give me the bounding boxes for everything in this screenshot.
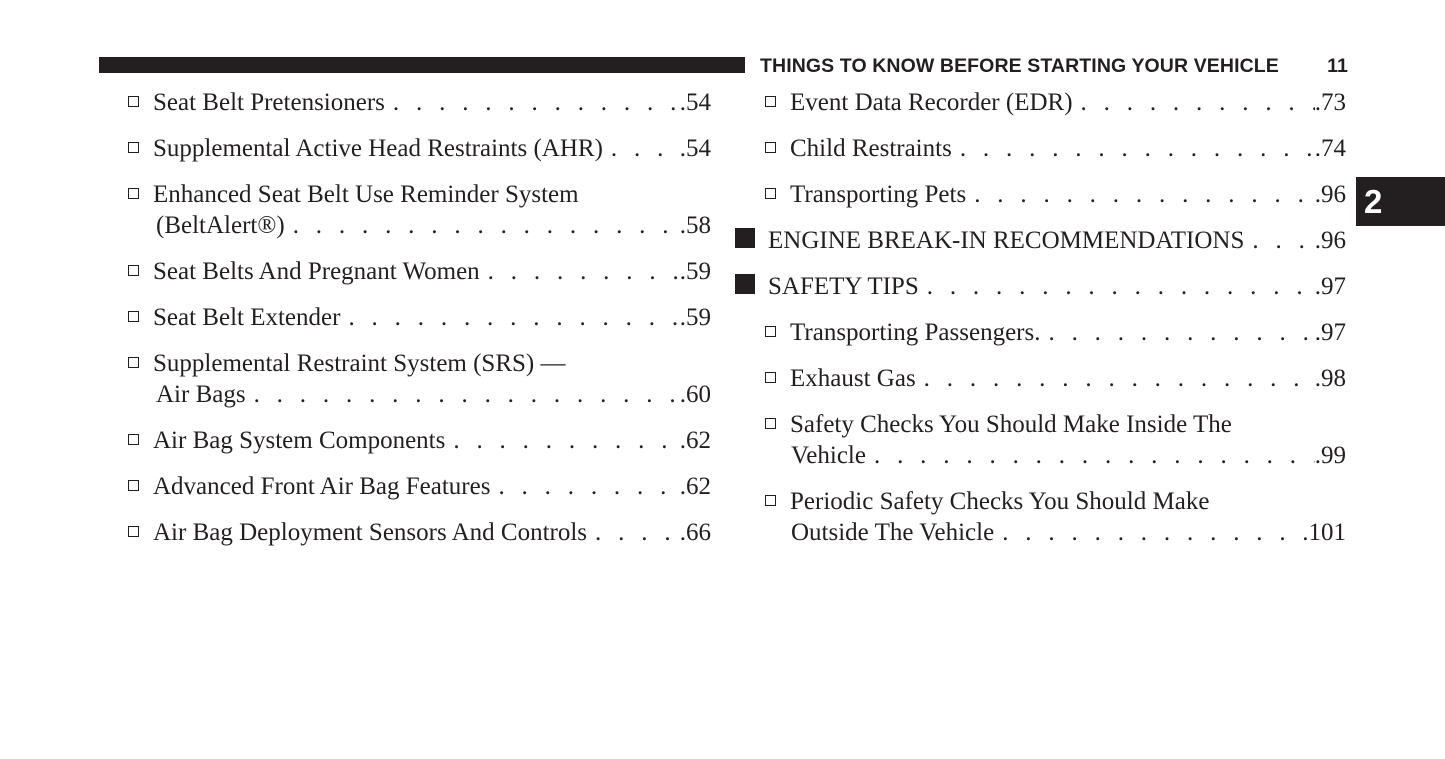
toc-entry[interactable] bbox=[128, 425, 711, 456]
toc-section-entry[interactable] bbox=[735, 225, 1346, 256]
dot-leader bbox=[603, 133, 680, 164]
toc-page-number: .101 bbox=[1302, 519, 1346, 546]
toc-entry-title: Child Restraints bbox=[790, 135, 952, 162]
open-square-bullet-icon bbox=[765, 188, 776, 199]
toc-entry-line bbox=[765, 133, 1346, 164]
toc-page-number: .97 bbox=[1314, 319, 1346, 346]
toc-entry-line bbox=[128, 425, 711, 456]
toc-entry-line bbox=[765, 363, 1346, 394]
toc-entry-line bbox=[765, 409, 1346, 440]
toc-entry[interactable] bbox=[128, 133, 711, 164]
toc-entry[interactable] bbox=[128, 348, 711, 410]
toc-entry-line bbox=[765, 486, 1346, 517]
toc-entry-line bbox=[735, 225, 1346, 256]
open-square-bullet-icon bbox=[765, 142, 776, 153]
toc-entry-line bbox=[765, 179, 1346, 210]
dot-leader bbox=[587, 517, 680, 548]
toc-entry-title: Exhaust Gas bbox=[790, 365, 916, 392]
toc-entry[interactable] bbox=[735, 363, 1346, 394]
toc-entry[interactable] bbox=[128, 179, 711, 241]
toc-right-column bbox=[735, 87, 1346, 563]
toc-entry[interactable] bbox=[735, 179, 1346, 210]
header-rule bbox=[99, 57, 745, 73]
dot-leader bbox=[340, 302, 679, 333]
toc-entry-title: Seat Belt Extender bbox=[153, 304, 341, 331]
toc-entry-title: Seat Belt Pretensioners bbox=[153, 89, 385, 116]
toc-entry[interactable] bbox=[735, 133, 1346, 164]
dot-leader bbox=[952, 133, 1315, 164]
toc-entry-title: Periodic Safety Checks You Should Make bbox=[790, 488, 1210, 515]
toc-entry[interactable] bbox=[128, 517, 711, 548]
open-square-bullet-icon bbox=[765, 372, 776, 383]
toc-entry-title: Outside The Vehicle bbox=[791, 519, 995, 546]
toc-entry-title: Air Bag System Components bbox=[153, 427, 446, 454]
open-square-bullet-icon bbox=[128, 357, 139, 368]
dot-leader bbox=[966, 179, 1315, 210]
toc-entry[interactable] bbox=[735, 87, 1346, 118]
open-square-bullet-icon bbox=[128, 265, 139, 276]
toc-page-number: .66 bbox=[679, 519, 711, 546]
chapter-tab bbox=[1356, 177, 1445, 226]
toc-entry-title: Transporting Pets bbox=[790, 181, 967, 208]
open-square-bullet-icon bbox=[128, 311, 139, 322]
toc-page-number: .98 bbox=[1314, 365, 1346, 392]
dot-leader bbox=[1040, 317, 1314, 348]
toc-entry-line bbox=[128, 210, 711, 241]
open-square-bullet-icon bbox=[128, 480, 139, 491]
toc-entry-title: Transporting Passengers. bbox=[790, 319, 1041, 346]
toc-entry-title: Safety Checks You Should Make Inside The bbox=[790, 411, 1232, 438]
toc-page-number: .59 bbox=[679, 258, 711, 285]
page-number: 11 bbox=[1327, 54, 1348, 77]
toc-page-number: .96 bbox=[1314, 181, 1346, 208]
toc-page-number: .54 bbox=[679, 135, 711, 162]
toc-entry-line bbox=[765, 517, 1346, 548]
open-square-bullet-icon bbox=[128, 526, 139, 537]
toc-entry-line bbox=[765, 440, 1346, 471]
dot-leader bbox=[285, 210, 680, 241]
dot-leader bbox=[385, 87, 680, 118]
dot-leader bbox=[445, 425, 679, 456]
toc-entry[interactable] bbox=[128, 87, 711, 118]
toc-entry-title: (BeltAlert®) bbox=[156, 212, 285, 239]
open-square-bullet-icon bbox=[765, 418, 776, 429]
dot-leader bbox=[866, 440, 1315, 471]
toc-entry-line bbox=[128, 348, 711, 379]
toc-entry[interactable] bbox=[735, 486, 1346, 548]
open-square-bullet-icon bbox=[128, 96, 139, 107]
toc-page-number: .97 bbox=[1314, 273, 1346, 300]
toc-page-number: .99 bbox=[1314, 442, 1346, 469]
toc-entry-title: Advanced Front Air Bag Features bbox=[153, 473, 491, 500]
dot-leader bbox=[246, 379, 680, 410]
toc-entry[interactable] bbox=[128, 302, 711, 333]
dot-leader bbox=[480, 256, 680, 287]
toc-page-number: .73 bbox=[1314, 89, 1346, 116]
toc-entry[interactable] bbox=[735, 317, 1346, 348]
open-square-bullet-icon bbox=[765, 495, 776, 506]
toc-left-column bbox=[128, 87, 711, 563]
toc-page-number: .60 bbox=[679, 381, 711, 408]
toc-entry-title: ENGINE BREAK-IN RECOMMENDATIONS bbox=[768, 227, 1245, 254]
chapter-tab-number: 2 bbox=[1364, 182, 1383, 220]
toc-entry-title: SAFETY TIPS bbox=[768, 273, 919, 300]
toc-entry-title: Air Bags bbox=[156, 381, 246, 408]
toc-entry[interactable] bbox=[128, 256, 711, 287]
toc-entry-line bbox=[128, 517, 711, 548]
open-square-bullet-icon bbox=[128, 142, 139, 153]
dot-leader bbox=[1073, 87, 1315, 118]
dot-leader bbox=[490, 471, 679, 502]
open-square-bullet-icon bbox=[128, 434, 139, 445]
dot-leader bbox=[994, 517, 1302, 548]
dot-leader bbox=[919, 271, 1315, 302]
toc-page-number: .96 bbox=[1314, 227, 1346, 254]
toc-entry-line bbox=[128, 379, 711, 410]
toc-entry-line bbox=[128, 471, 711, 502]
toc-entry-title: Enhanced Seat Belt Use Reminder System bbox=[153, 181, 579, 208]
toc-entry-title: Supplemental Active Head Restraints (AHR) bbox=[153, 135, 603, 162]
toc-entry-title: Air Bag Deployment Sensors And Controls bbox=[153, 519, 588, 546]
filled-square-bullet-icon bbox=[735, 274, 755, 294]
toc-page-number: .62 bbox=[679, 427, 711, 454]
toc-page-number: .59 bbox=[679, 304, 711, 331]
toc-entry[interactable] bbox=[735, 409, 1346, 471]
dot-leader bbox=[916, 363, 1315, 394]
toc-entry-title: Seat Belts And Pregnant Women bbox=[153, 258, 480, 285]
toc-entry-line bbox=[735, 271, 1346, 302]
toc-page-number: .74 bbox=[1314, 135, 1346, 162]
running-header bbox=[760, 54, 1348, 78]
toc-entry-line bbox=[765, 317, 1346, 348]
open-square-bullet-icon bbox=[765, 96, 776, 107]
toc-section-entry[interactable] bbox=[735, 271, 1346, 302]
toc-page-number: .54 bbox=[679, 89, 711, 116]
toc-entry-line bbox=[765, 87, 1346, 118]
toc-entry-title: Event Data Recorder (EDR) bbox=[790, 89, 1073, 116]
toc-entry-line bbox=[128, 179, 711, 210]
open-square-bullet-icon bbox=[765, 326, 776, 337]
filled-square-bullet-icon bbox=[735, 228, 755, 248]
dot-leader bbox=[1244, 225, 1314, 256]
open-square-bullet-icon bbox=[128, 188, 139, 199]
toc-page-number: .58 bbox=[679, 212, 711, 239]
toc-entry-line bbox=[128, 133, 711, 164]
toc-entry[interactable] bbox=[128, 471, 711, 502]
toc-entry-line bbox=[128, 302, 711, 333]
toc-entry-title: Vehicle bbox=[791, 442, 866, 469]
toc-entry-line bbox=[128, 87, 711, 118]
running-title: THINGS TO KNOW BEFORE STARTING YOUR VEHICLE bbox=[760, 54, 1279, 77]
toc-entry-line bbox=[128, 256, 711, 287]
toc-page-number: .62 bbox=[679, 473, 711, 500]
toc-entry-title: Supplemental Restraint System (SRS) — bbox=[153, 350, 566, 377]
